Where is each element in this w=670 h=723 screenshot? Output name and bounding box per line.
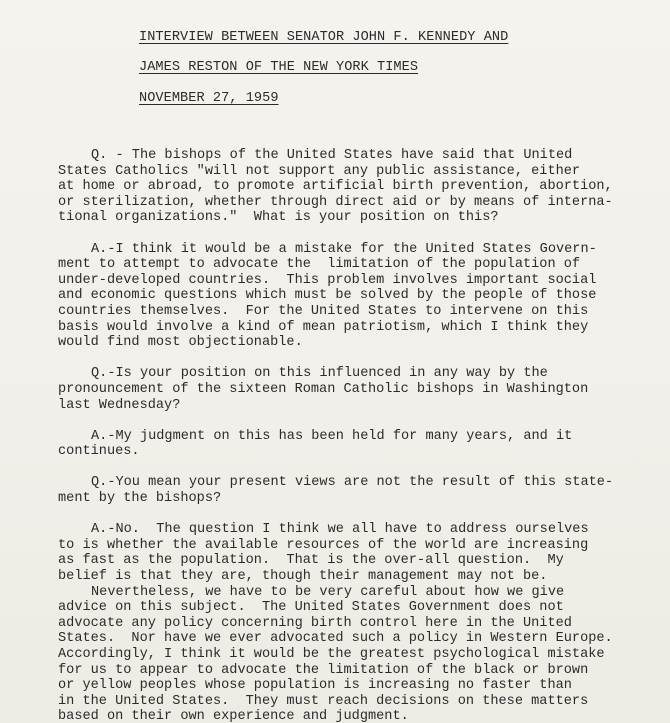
text-line: would find most objectionable. bbox=[58, 335, 303, 351]
text-line: or sterilization, whether through direct aid or by means of interna- bbox=[58, 194, 613, 210]
text-line: to is whether the available resources of the world are increasing bbox=[58, 537, 589, 553]
text-line: based on their own experience and judgment. bbox=[58, 709, 409, 723]
text-line: as fast as the population. That is the over-all question. My bbox=[58, 553, 564, 569]
text-line: tional organizations." What is your position on this? bbox=[58, 210, 499, 226]
text-line: at home or abroad, to promote artificial birth prevention, abortion, bbox=[58, 179, 613, 195]
text-line: pronouncement of the sixteen Roman Catholic bishops in Washington bbox=[58, 381, 589, 397]
text-line: continues. bbox=[58, 444, 140, 460]
paragraph-question-3 bbox=[58, 475, 668, 506]
text-line: Accordingly, I think it would be the greatest psychological mistake bbox=[58, 647, 605, 662]
text-line: A.-My judgment on this has been held for many years, and it bbox=[91, 428, 573, 444]
paragraph-answer-3-continued bbox=[58, 585, 668, 723]
paragraph-question-1 bbox=[58, 148, 668, 226]
text-line: in the United States. They must reach decisions on these matters bbox=[58, 693, 589, 709]
text-line: ment to attempt to advocate the limitation of the population of bbox=[58, 257, 581, 273]
text-line: Nevertheless, we have to be very careful about how we give bbox=[91, 584, 565, 600]
text-line: advice on this subject. The United States Government does not bbox=[58, 600, 564, 616]
text-line: Q.-Is your position on this influenced in any way by the bbox=[91, 366, 548, 382]
text-line: countries themselves. For the United States to intervene on this bbox=[58, 303, 589, 319]
text-line: belief is that they are, though their management may not be. bbox=[58, 569, 548, 585]
text-line: and economic questions which must be solved by the people of those bbox=[58, 288, 597, 304]
paragraph-answer-1 bbox=[58, 242, 668, 351]
interview-transcript bbox=[58, 148, 668, 723]
paragraph-question-2 bbox=[58, 366, 668, 413]
text-line: States Catholics "will not support any public assistance, either bbox=[58, 163, 581, 179]
text-line: Q. - The bishops of the United States have said that United bbox=[91, 148, 573, 163]
text-line: advocate any policy concerning birth control here in the United bbox=[58, 615, 572, 631]
paragraph-answer-3 bbox=[58, 522, 668, 584]
text-line: Q.-You mean your present views are not the result of this state- bbox=[91, 475, 614, 491]
text-line: States. Nor have we ever advocated such a policy in Western Europe. bbox=[58, 631, 613, 647]
text-line: for us to appear to advocate the limitation of the black or brown bbox=[58, 662, 589, 678]
text-line: A.-I think it would be a mistake for the United States Govern- bbox=[91, 241, 597, 257]
heading-title-line-1: INTERVIEW BETWEEN SENATOR JOHN F. KENNEDY AND bbox=[139, 30, 509, 45]
text-line: under-developed countries. This problem involves important social bbox=[58, 272, 597, 288]
text-line: last Wednesday? bbox=[58, 397, 181, 413]
text-line: A.-No. The question I think we all have to address ourselves bbox=[91, 522, 589, 538]
heading-date: NOVEMBER 27, 1959 bbox=[139, 91, 279, 106]
text-line: ment by the bishops? bbox=[58, 491, 222, 507]
text-line: basis would involve a kind of mean patriotism, which I think they bbox=[58, 319, 589, 335]
text-line: or yellow peoples whose population is increasing no faster than bbox=[58, 678, 572, 694]
paragraph-answer-2 bbox=[58, 429, 668, 460]
heading-title-line-2: JAMES RESTON OF THE NEW YORK TIMES bbox=[139, 60, 419, 75]
